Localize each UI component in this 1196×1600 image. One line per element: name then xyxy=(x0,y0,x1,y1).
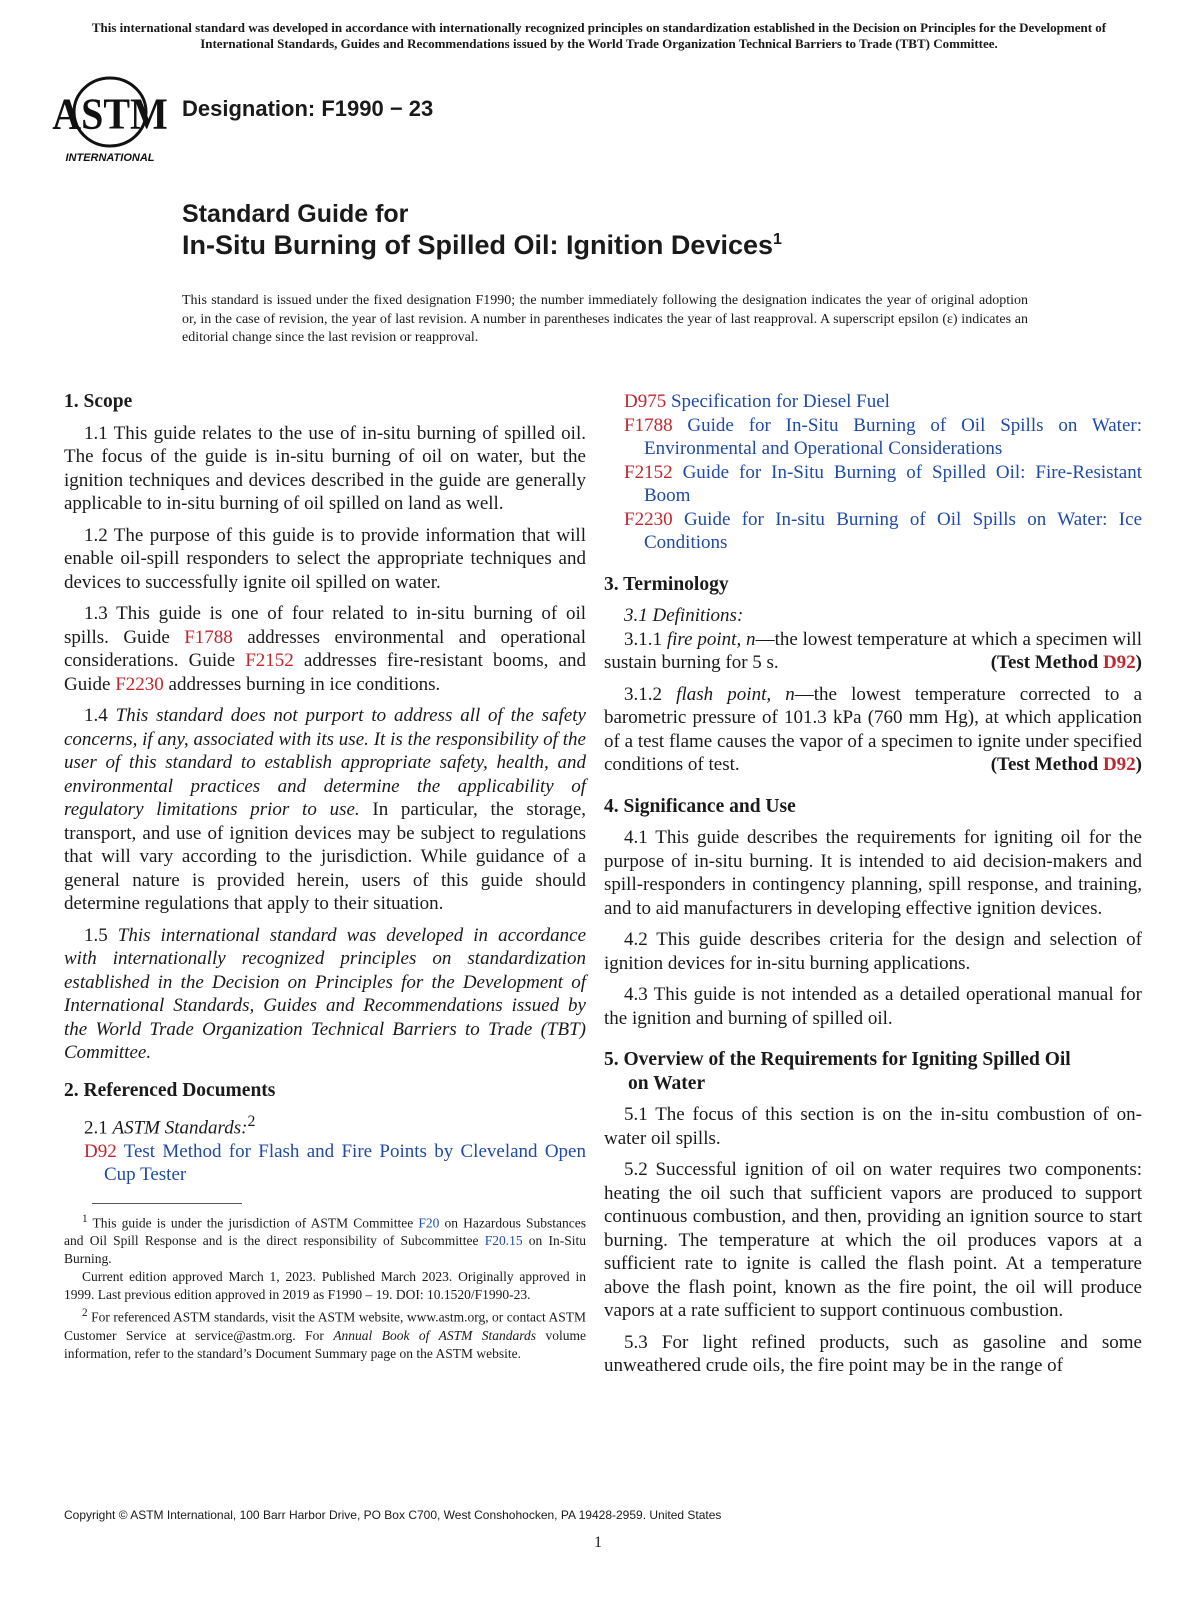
title-line-2: In-Situ Burning of Spilled Oil: Ignition Devices$^1$ xyxy=(182,230,782,260)
referenced-documents-heading: 2. Referenced Documents xyxy=(64,1079,276,1101)
para-4-1: 4.1 This guide describes the requirements for igniting oil for the purpose of in-situ burning. It is intended to aid decision-makers and spill-responders in contingency planning, spill response, and training, and to aid manufacturers in developing effective ignition devices. xyxy=(604,827,1142,919)
title-footnote-marker: 1 xyxy=(773,231,782,248)
right-column xyxy=(604,390,1143,1386)
designation: Designation: F1990 − 23 xyxy=(182,96,434,121)
left-column xyxy=(64,390,586,1363)
para-2-1: 2.1 ASTM Standards:$^2$ xyxy=(84,1113,256,1139)
copyright-line: Copyright © ASTM International, 100 Barr Harbor Drive, PO Box C700, West Conshohocken, PA 19428-2959. United States xyxy=(64,1508,722,1522)
footnote-2: $^2$ For referenced ASTM standards, visit the ASTM website, www.astm.org, or contact ASTM Customer Service at service@astm.org. For Annual Book of ASTM Standards volume information, refer to the standard’s Document Summary page on the ASTM website. xyxy=(64,1307,586,1361)
svg-text:INTERNATIONAL: INTERNATIONAL xyxy=(65,152,155,164)
footnote-1: $^1$ This guide is under the jurisdiction of ASTM Committee F20 on Hazardous Substances and Oil Spill Response and is the direct responsibility of Subcommittee F20.15 on In-Situ Burning. xyxy=(64,1212,587,1267)
significance-heading: 4. Significance and Use xyxy=(604,795,796,817)
ref-f2152[interactable]: F2152 Guide for In-Situ Burning of Spilled Oil: Fire-Resistant Boom xyxy=(624,461,1142,506)
para-4-2: 4.2 This guide describes criteria for the design and selection of ignition devices for in-situ burning applications. xyxy=(604,929,1142,974)
para-5-2: 5.2 Successful ignition of oil on water requires two components: heating the oil such that sufficient vapors are produced to support continuous combustion, and then, providing an ignition source to start burning. The temperature at which the oil produces vapors at a sufficient rate to ignite is called the flash point. At a temperature above the flash point, known as the fire point, the oil will produce vapors at a rate sufficient to support continuous combustion. xyxy=(604,1159,1142,1321)
para-1-3: 1.3 This guide is one of four related to in-situ burning of oil spills. Guide F1788 addresses environmental and operational considerations. Guide F2152 addresses fire-resistant booms, and Guide F2230 addresses burning in ice conditions. xyxy=(64,603,586,695)
link-d92-def1[interactable]: D92 xyxy=(1102,652,1136,673)
link-f20-15[interactable]: F20.15 xyxy=(484,1233,523,1249)
para-3-1-1: 3.1.1 fire point, n—the lowest temperature at which a specimen will sustain burning for 5 s. (Test Method D92) xyxy=(604,628,1142,673)
para-3-1: 3.1 Definitions: xyxy=(624,605,744,626)
ref-f2230[interactable]: F2230 Guide for In-situ Burning of Oil Spills on Water: Ice Conditions xyxy=(624,508,1143,553)
svg-text:ASTM: ASTM xyxy=(52,90,168,139)
title-line-1: Standard Guide for xyxy=(182,200,409,228)
page-number: 1 xyxy=(594,1534,602,1551)
para-1-5: 1.5 This international standard was developed in accordance with internationally recognized principles on standardization established in the Decision on Principles for the Development of International Standards, Guides and Recommendations issued by the World Trade Organization Technical Barriers to Trade (TBT) Committee. xyxy=(64,924,587,1063)
para-4-3: 4.3 This guide is not intended as a detailed operational manual for the ignition and burning of spilled oil. xyxy=(604,984,1142,1029)
footnote-rule xyxy=(92,1203,242,1204)
ref-d92[interactable]: D92 Test Method for Flash and Fire Points by Cleveland Open Cup Tester xyxy=(84,1140,586,1186)
ref-f1788[interactable]: F1788 Guide for In-Situ Burning of Oil Spills on Water: Environmental and Operational Considerations xyxy=(624,414,1142,459)
link-f20[interactable]: F20 xyxy=(418,1215,440,1231)
link-f1788[interactable]: F1788 xyxy=(184,626,233,648)
ref-d975[interactable]: D975 Specification for Diesel Fuel xyxy=(624,391,890,412)
footnote-1-edition: Current edition approved March 1, 2023. Published March 2023. Originally approved in 1999. Last previous edition approved in 2019 as F1990 – 19. DOI: 10.1520/F1990-23. xyxy=(64,1269,586,1303)
astm-logo xyxy=(52,70,172,166)
link-f2230[interactable]: F2230 xyxy=(115,673,164,695)
scope-heading: 1. Scope xyxy=(64,391,133,412)
issuance-note: This standard is issued under the fixed designation F1990; the number immediately following the designation indicates the year of original adoption or, in the case of revision, the year of last revision. A number in parentheses indicates the year of last reapproval. A superscript epsilon (ε) indicates an editorial change since the last revision or reapproval. xyxy=(182,293,1028,345)
terminology-heading: 3. Terminology xyxy=(604,573,729,595)
para-3-1-2: 3.1.2 flash point, n—the lowest temperature corrected to a barometric pressure of 101.3 kPa (760 mm Hg), at which application of a test flame causes the vapor of a specimen to ignite under specified conditions of test. (Test Method D92) xyxy=(604,683,1143,775)
link-f2152[interactable]: F2152 xyxy=(245,650,294,671)
para-5-1: 5.1 The focus of this section is on the in-situ combustion of on-water oil spills. xyxy=(604,1104,1142,1149)
para-1-2: 1.2 The purpose of this guide is to provide information that will enable oil-spill responders to select the appropriate techniques and devices to successfully ignite oil spilled on water. xyxy=(64,524,586,593)
para-5-3: 5.3 For light refined products, such as gasoline and some unweathered crude oils, the fire point may be in the range of xyxy=(604,1331,1142,1376)
overview-heading: 5. Overview of the Requirements for Igniting Spilled Oil on Water xyxy=(604,1049,1071,1094)
wto-notice: This international standard was developed in accordance with internationally recognized principles on standardization established in the Decision on Principles for the Development of International Standards, Guides and Recommendations issued by the World Trade Organization Technical Barriers to Trade (TBT) Committee. xyxy=(91,20,1107,51)
para-1-4: 1.4 This standard does not purport to address all of the safety concerns, if any, associated with its use. It is the responsibility of the user of this standard to establish appropriate safety, health, and environmental practices and determine the applicability of regulatory limitations prior to use. In particular, the storage, transport, and use of ignition devices may be subject to regulations that will vary according to the jurisdiction. While guidance of a general nature is provided herein, users of this guide should determine regulations that apply to their situation. xyxy=(64,705,586,914)
para-1-1: 1.1 This guide relates to the use of in-situ burning of spilled oil. The focus of the guide is in-situ burning of oil on water, but the ignition techniques and devices described in the guide are generally applicable to in-situ burning of oil spilled on land as well. xyxy=(64,422,586,514)
link-d92-def2[interactable]: D92 xyxy=(1102,754,1136,775)
